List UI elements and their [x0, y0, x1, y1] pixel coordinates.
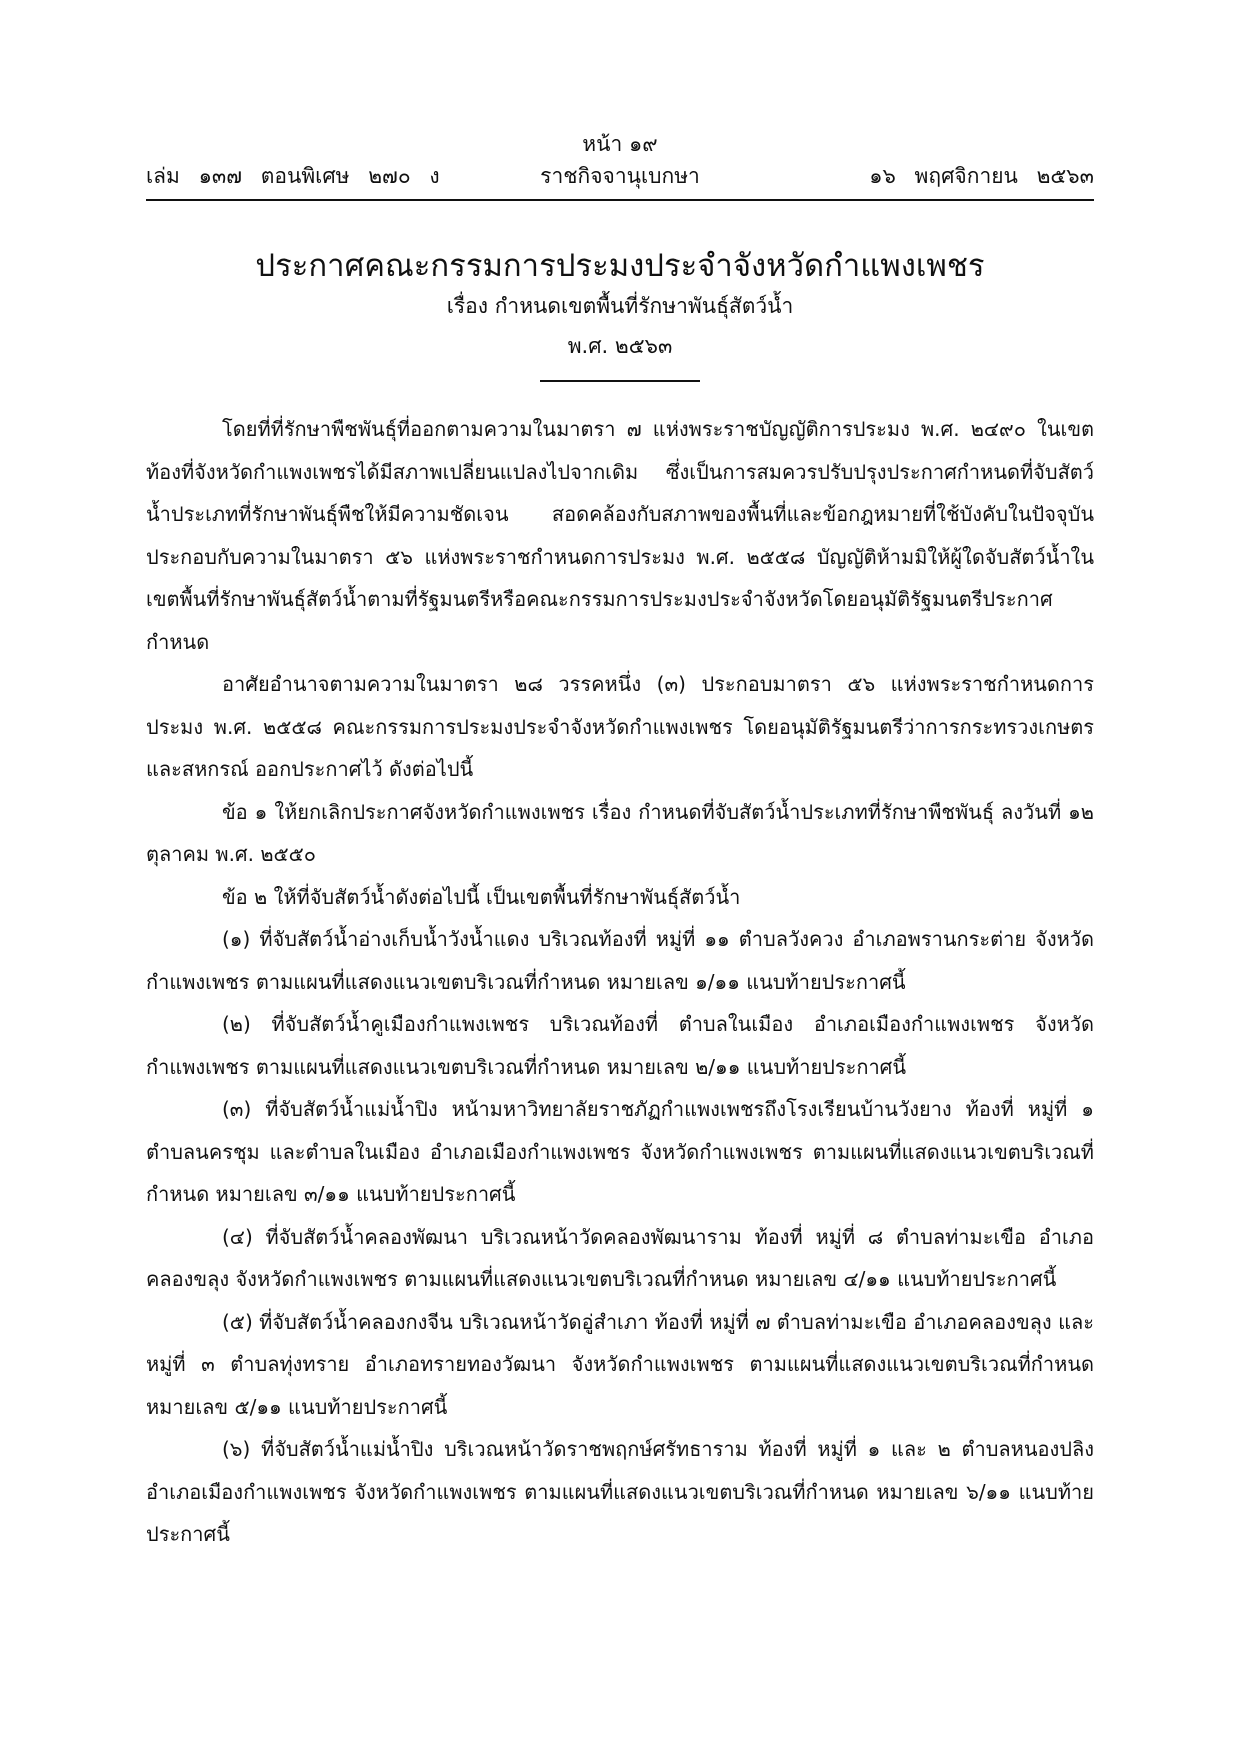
- header-divider: [146, 199, 1094, 201]
- publication-date: ๑๖ พฤศจิกายน ๒๕๖๓: [869, 164, 1094, 188]
- paragraph-authority: อาศัยอำนาจตามความในมาตรา ๒๘ วรรคหนึ่ง (๓) ประกอบมาตรา ๕๖ แห่งพระราชกำหนดการประมง พ.ศ. ๒๕๕๘ คณะกรรมการประมงประจำจังหวัดกำแพงเพชร โดยอนุมัติรัฐมนตรีว่าการกระทรวงเกษตรและสหกรณ์ ออกประกาศไว้ ดังต่อไปนี้: [146, 672, 1094, 781]
- document-subject: เรื่อง กำหนดเขตพื้นที่รักษาพันธุ์สัตว์น้ำ: [446, 294, 794, 318]
- item-2: (๒) ที่จับสัตว์น้ำคูเมืองกำแพงเพชร บริเวณท้องที่ ตำบลในเมือง อำเภอเมืองกำแพงเพชร จังหวัดกำแพงเพชร ตามแผนที่แสดงแนวเขตบริเวณที่กำหนด หมายเลข ๒/๑๑ แนบท้ายประกาศนี้: [146, 1012, 1094, 1079]
- document-year: พ.ศ. ๒๕๖๓: [567, 334, 673, 358]
- gazette-name: ราชกิจจานุเบกษา: [540, 164, 700, 188]
- paragraph-preamble: โดยที่ที่รักษาพืชพันธุ์ที่ออกตามความในมาตรา ๗ แห่งพระราชบัญญัติการประมง พ.ศ. ๒๔๙๐ ในเขตท้องที่จังหวัดกำแพงเพชรได้มีสภาพเปลี่ยนแปลงไปจากเดิม ซึ่งเป็นการสมควรปรับปรุงประกาศกำหนดที่จับสัตว์น้ำประเภทที่รักษาพันธุ์พืชให้มีความชัดเจน สอดคล้องกับสภาพของพื้นที่และข้อกฎหมายที่ใช้บังคับในปัจจุบัน ประกอบกับความในมาตรา ๕๖ แห่งพระราชกำหนดการประมง พ.ศ. ๒๕๕๘ บัญญัติห้ามมิให้ผู้ใดจับสัตว์น้ำในเขตพื้นที่รักษาพันธุ์สัตว์น้ำตามที่รัฐมนตรีหรือคณะกรรมการประมงประจำจังหวัดโดยอนุมัติรัฐมนตรีประกาศกำหนด: [146, 417, 1094, 654]
- title-divider: [540, 380, 700, 382]
- item-4: (๔) ที่จับสัตว์น้ำคลองพัฒนา บริเวณหน้าวัดคลองพัฒนาราม ท้องที่ หมู่ที่ ๘ ตำบลท่ามะเขือ อำเภอคลองขลุง จังหวัดกำแพงเพชร ตามแผนที่แสดงแนวเขตบริเวณที่กำหนด หมายเลข ๔/๑๑ แนบท้ายประกาศนี้: [146, 1224, 1094, 1291]
- document-title: ประกาศคณะกรรมการประมงประจำจังหวัดกำแพงเพชร: [255, 248, 985, 284]
- item-5: (๕) ที่จับสัตว์น้ำคลองกงจีน บริเวณหน้าวัดอู่สำเภา ท้องที่ หมู่ที่ ๗ ตำบลท่ามะเขือ อำเภอคลองขลุง และหมู่ที่ ๓ ตำบลทุ่งทราย อำเภอทรายทองวัฒนา จังหวัดกำแพงเพชร ตามแผนที่แสดงแนวเขตบริเวณที่กำหนด หมายเลข ๕/๑๑ แนบท้ายประกาศนี้: [146, 1309, 1094, 1419]
- page-number: หน้า ๑๙: [582, 132, 658, 156]
- volume-issue: เล่ม ๑๓๗ ตอนพิเศษ ๒๗๐ ง: [146, 164, 440, 188]
- clause-1: ข้อ ๑ ให้ยกเลิกประกาศจังหวัดกำแพงเพชร เรื่อง กำหนดที่จับสัตว์น้ำประเภทที่รักษาพืชพันธุ์ ลงวันที่ ๑๒ ตุลาคม พ.ศ. ๒๕๕๐: [146, 799, 1094, 866]
- gazette-header: [146, 160, 1094, 194]
- item-3: (๓) ที่จับสัตว์น้ำแม่น้ำปิง หน้ามหาวิทยาลัยราชภัฏกำแพงเพชรถึงโรงเรียนบ้านวังยาง ท้องที่ หมู่ที่ ๑ ตำบลนครชุม และตำบลในเมือง อำเภอเมืองกำแพงเพชร จังหวัดกำแพงเพชร ตามแผนที่แสดงแนวเขตบริเวณที่กำหนด หมายเลข ๓/๑๑ แนบท้ายประกาศนี้: [146, 1097, 1094, 1206]
- item-6: (๖) ที่จับสัตว์น้ำแม่น้ำปิง บริเวณหน้าวัดราชพฤกษ์ศรัทธาราม ท้องที่ หมู่ที่ ๑ และ ๒ ตำบลหนองปลิง อำเภอเมืองกำแพงเพชร จังหวัดกำแพงเพชร ตามแผนที่แสดงแนวเขตบริเวณที่กำหนด หมายเลข ๖/๑๑ แนบท้ายประกาศนี้: [146, 1437, 1094, 1546]
- clause-2: ข้อ ๒ ให้ที่จับสัตว์น้ำดังต่อไปนี้ เป็นเขตพื้นที่รักษาพันธุ์สัตว์น้ำ: [222, 884, 741, 909]
- document-body: [146, 408, 1094, 1556]
- item-1: (๑) ที่จับสัตว์น้ำอ่างเก็บน้ำวังน้ำแดง บริเวณท้องที่ หมู่ที่ ๑๑ ตำบลวังควง อำเภอพรานกระต่าย จังหวัดกำแพงเพชร ตามแผนที่แสดงแนวเขตบริเวณที่กำหนด หมายเลข ๑/๑๑ แนบท้ายประกาศนี้: [146, 927, 1094, 994]
